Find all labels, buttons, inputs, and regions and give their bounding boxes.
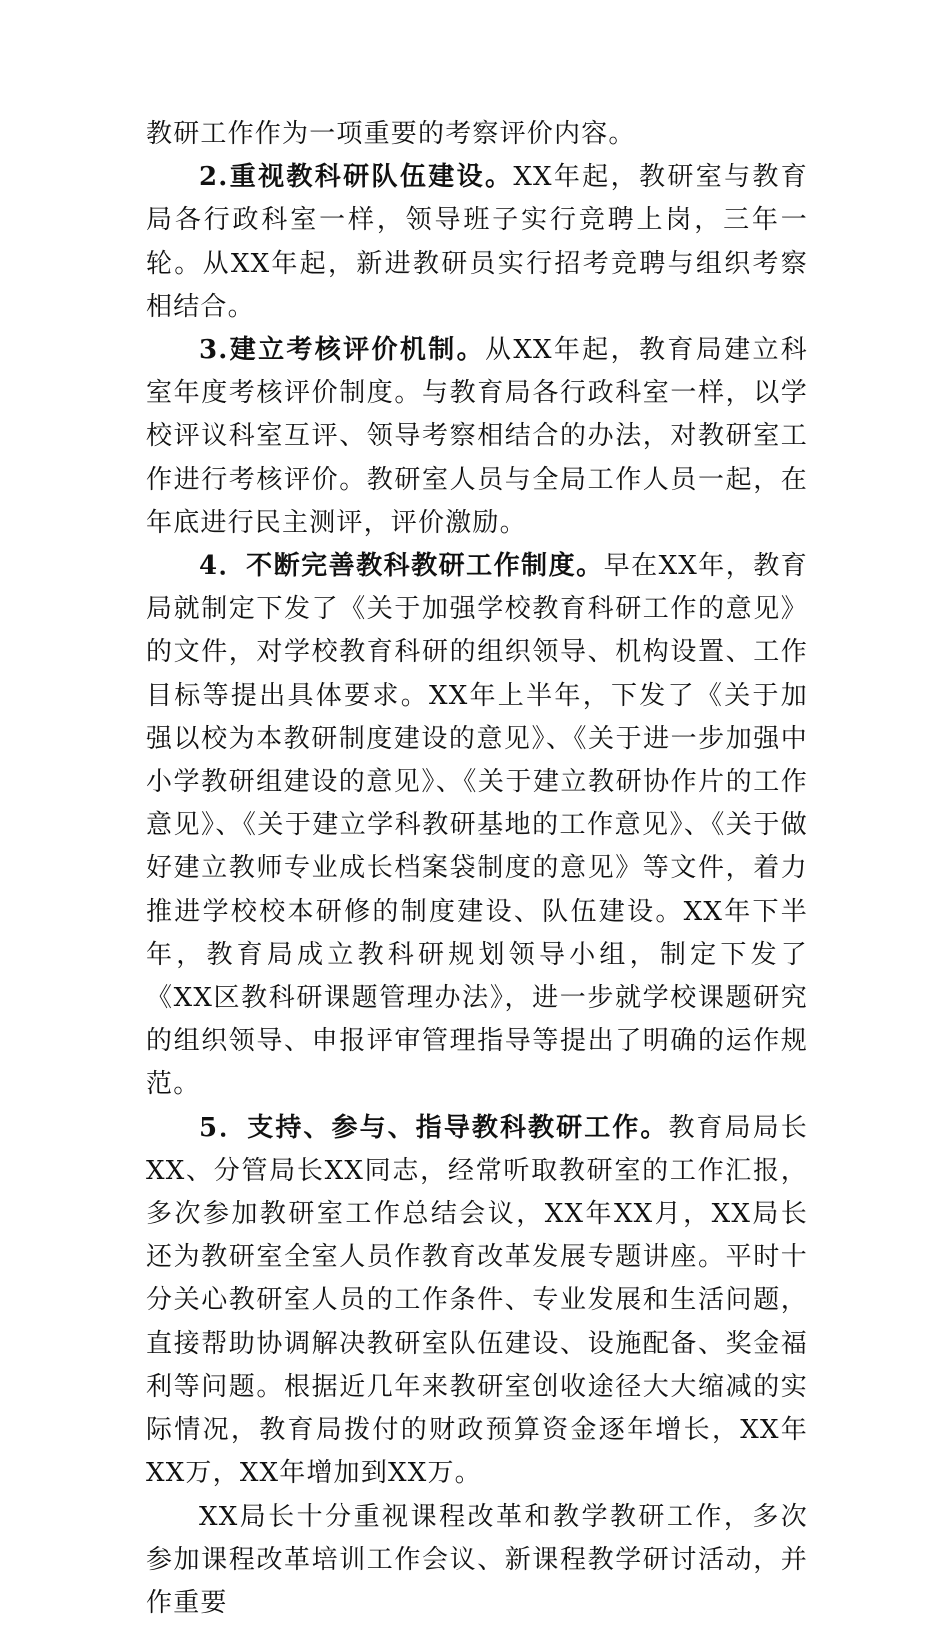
paragraph-text: 从XX年起，教育局建立科室年度考核评价制度。与教育局各行政科室一样，以学校评议科室互评、领导考察相结合的办法，对教研室工作进行考核评价。教研室人员与全局工作人员一起，在年底进行民主测评，评价激励。 — [146, 335, 808, 538]
paragraph-curriculum-reform — [146, 1496, 808, 1625]
paragraph-team-building — [146, 156, 808, 329]
paragraph-text: 教育局局长XX、分管局长XX同志，经常听取教研室的工作汇报，多次参加教研室工作总结会议，XX年XX月，XX局长还为教研室全室人员作教育改革发展专题讲座。平时十分关心教研室人员的工作条件、专业发展和生活问题，直接帮助协调解决教研室队伍建设、设施配备、奖金福利等问题。根据近几年来教研室创收途径大大缩减的实际情况，教育局拨付的财政预算资金逐年增长，XX年XX万，XX年增加到XX万。 — [146, 1113, 808, 1489]
paragraph-heading: 4．不断完善教科教研工作制度。 — [199, 551, 604, 581]
paragraph-support-guidance — [146, 1107, 808, 1496]
paragraph-heading: 2.重视教科研队伍建设。 — [199, 162, 513, 192]
paragraph-text: 教研工作作为一项重要的考察评价内容。 — [146, 119, 636, 149]
paragraph-text: XX局长十分重视课程改革和教学教研工作，多次参加课程改革培训工作会议、新课程教学研讨活动，并作重要 — [146, 1502, 808, 1618]
paragraph-heading: 5．支持、参与、指导教科教研工作。 — [199, 1113, 668, 1143]
paragraph-evaluation-mechanism — [146, 329, 808, 545]
paragraph-system-improvement — [146, 545, 808, 1107]
document-page — [146, 113, 808, 1625]
paragraph-text: XX年起，教研室与教育局各行政科室一样，领导班子实行竞聘上岗，三年一轮。从XX年起，新进教研员实行招考竞聘与组织考察相结合。 — [146, 162, 808, 322]
paragraph-heading: 3.建立考核评价机制。 — [199, 335, 485, 365]
paragraph-continuation — [146, 113, 808, 156]
paragraph-text: 早在XX年，教育局就制定下发了《关于加强学校教育科研工作的意见》的文件，对学校教育科研的组织领导、机构设置、工作目标等提出具体要求。XX年上半年，下发了《关于加强以校为本教研制度建设的意见》、《关于进一步加强中小学教研组建设的意见》、《关于建立教研协作片的工作意见》、《关于建立学科教研基地的工作意见》、《关于做好建立教师专业成长档案袋制度的意见》等文件，着力推进学校校本研修的制度建设、队伍建设。XX年下半年，教育局成立教科研规划领导小组，制定下发了《XX区教科研课题管理办法》，进一步就学校课题研究的组织领导、申报评审管理指导等提出了明确的运作规范。 — [146, 551, 808, 1099]
